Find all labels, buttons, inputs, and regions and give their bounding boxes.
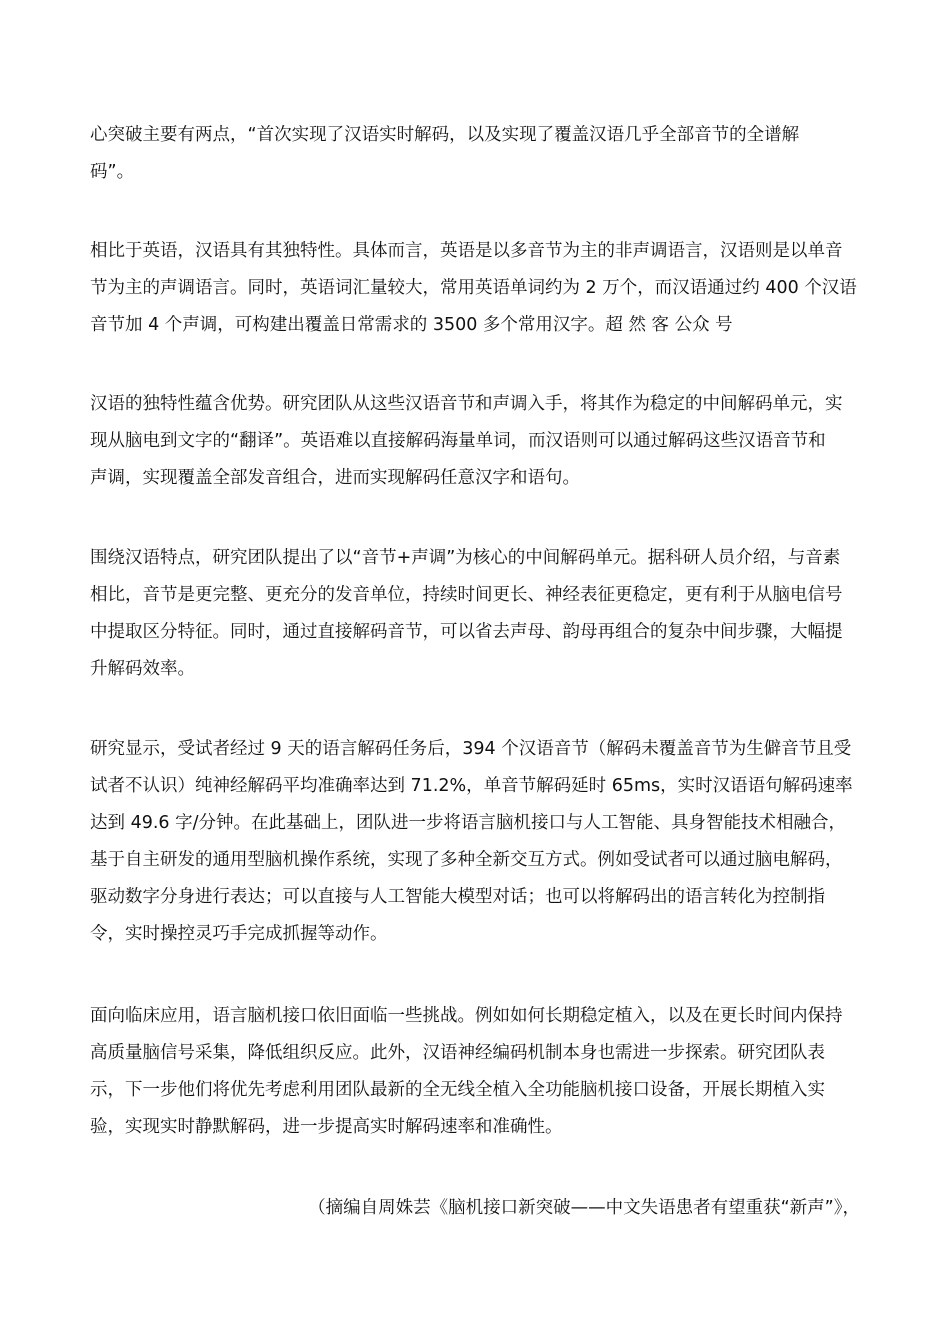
text-line: 节为主的声调语言。同时，英语词汇量较大，常用英语单词约为 2 万个，而汉语通过约 400 个汉语 — [90, 278, 857, 298]
text-line: 令，实时操控灵巧手完成抓握等动作。 — [90, 924, 388, 944]
text-line: 音节加 4 个声调，可构建出覆盖日常需求的 3500 多个常用汉字。超 然 客 公众 号 — [90, 315, 733, 335]
text-line: 心突破主要有两点，“首次实现了汉语实时解码，以及实现了覆盖汉语几乎全部音节的全谱解 — [90, 125, 800, 145]
paragraph-research-results — [90, 731, 860, 953]
text-line: 示，下一步他们将优先考虑利用团队最新的全无线全植入全功能脑机接口设备，开展长期植入实 — [90, 1080, 825, 1100]
text-line: 研究显示，受试者经过 9 天的语言解码任务后，394 个汉语音节（解码未覆盖音节为生僻音节且受 — [90, 739, 852, 759]
text-line: 相比于英语，汉语具有其独特性。具体而言，英语是以多音节为主的非声调语言，汉语则是以单音 — [90, 241, 843, 261]
paragraph-chinese-advantage — [90, 386, 860, 497]
text-line: 声调，实现覆盖全部发音组合，进而实现解码任意汉字和语句。 — [90, 468, 580, 488]
text-line: 基于自主研发的通用型脑机操作系统，实现了多种全新交互方式。例如受试者可以通过脑电解码， — [90, 850, 843, 870]
paragraph-syllable-tone-unit — [90, 540, 860, 688]
source-citation: （摘编自周姝芸《脑机接口新突破——中文失语患者有望重获“新声”》， — [308, 1198, 860, 1218]
text-line: 高质量脑信号采集，降低组织反应。此外，汉语神经编码机制本身也需进一步探索。研究团队表 — [90, 1043, 825, 1063]
paragraph-chinese-vs-english — [90, 233, 860, 344]
text-line: 中提取区分特征。同时，通过直接解码音节，可以省去声母、韵母再组合的复杂中间步骤，大幅提 — [90, 622, 843, 642]
text-line: 码”。 — [90, 162, 135, 182]
paragraph-clinical-challenges — [90, 998, 860, 1146]
text-line: 现从脑电到文字的“翻译”。英语难以直接解码海量单词，而汉语则可以通过解码这些汉语音节和 — [90, 431, 826, 451]
text-line: 试者不认识）纯神经解码平均准确率达到 71.2%，单音节解码延时 65ms，实时汉语语句解码速率 — [90, 776, 853, 796]
text-line: 相比，音节是更完整、更充分的发音单位，持续时间更长、神经表征更稳定，更有利于从脑电信号 — [90, 585, 843, 605]
text-line: 驱动数字分身进行表达；可以直接与人工智能大模型对话；也可以将解码出的语言转化为控制指 — [90, 887, 825, 907]
text-line: 围绕汉语特点，研究团队提出了以“音节+声调”为核心的中间解码单元。据科研人员介绍，与音素 — [90, 548, 841, 568]
text-line: 汉语的独特性蕴含优势。研究团队从这些汉语音节和声调入手，将其作为稳定的中间解码单元，实 — [90, 394, 843, 414]
paragraph-core-breakthrough — [90, 117, 860, 191]
text-line: 面向临床应用，语言脑机接口依旧面临一些挑战。例如如何长期稳定植入，以及在更长时间内保持 — [90, 1006, 843, 1026]
text-line: 达到 49.6 字/分钟。在此基础上，团队进一步将语言脑机接口与人工智能、具身智能技术相融合， — [90, 813, 846, 833]
text-line: 升解码效率。 — [90, 659, 195, 679]
text-line: 验，实现实时静默解码，进一步提高实时解码速率和准确性。 — [90, 1117, 563, 1137]
